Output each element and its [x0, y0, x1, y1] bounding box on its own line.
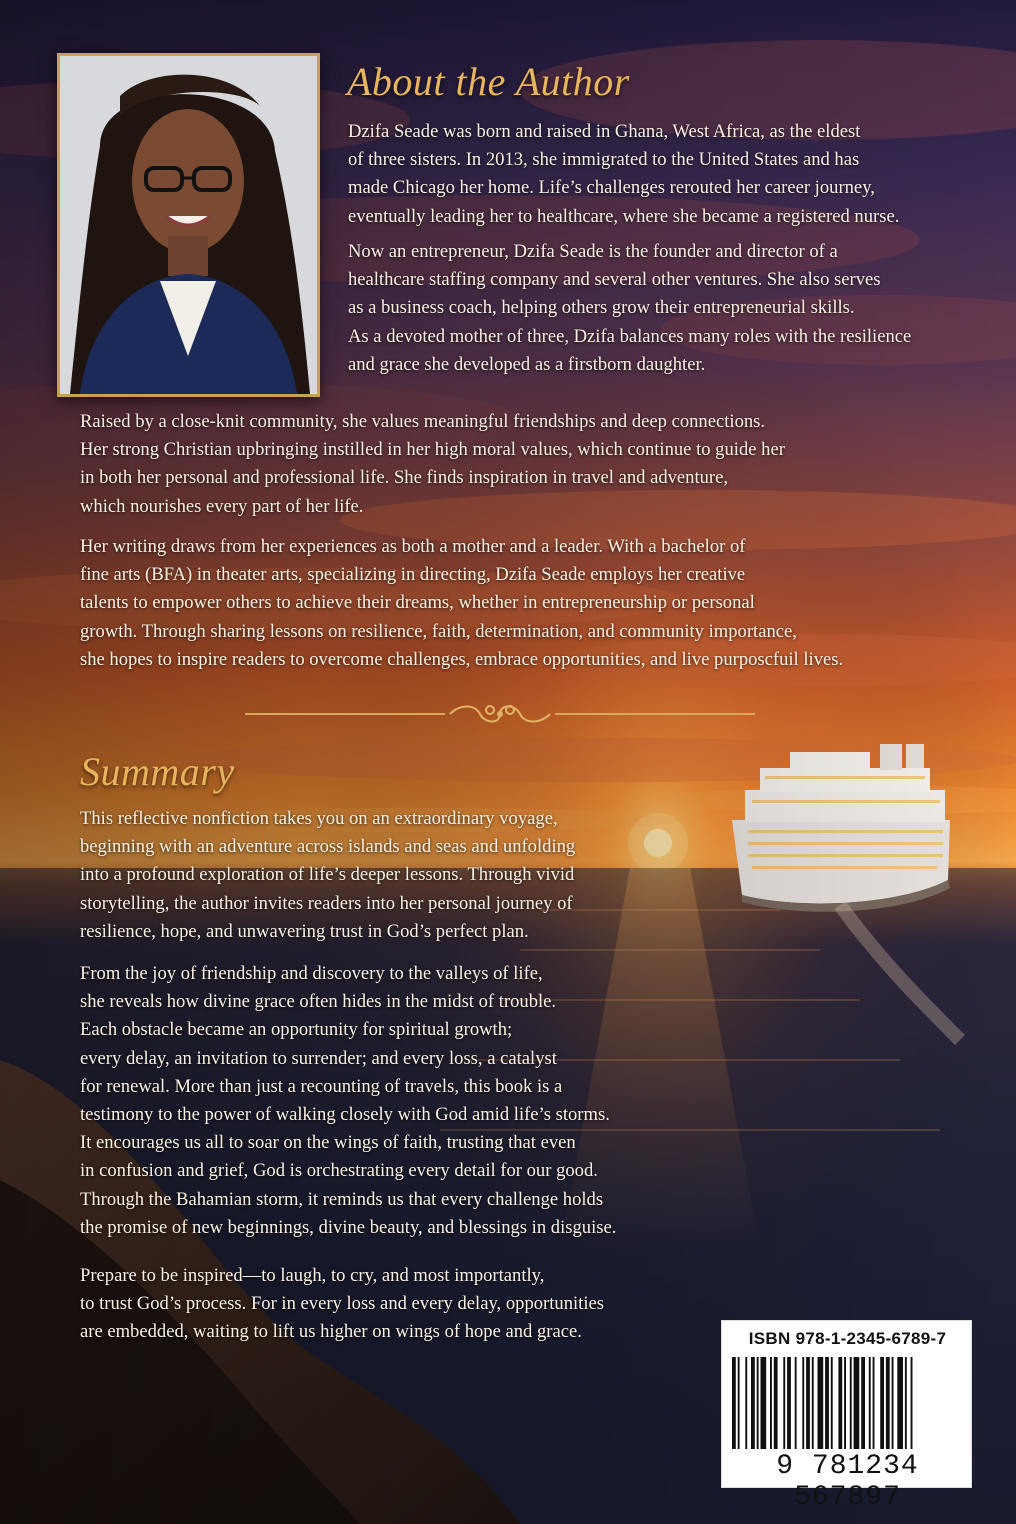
text-line: testimony to the power of walking closely with God amid life’s storms.	[80, 1104, 610, 1126]
barcode-bar	[818, 1357, 824, 1449]
text-line: It encourages us all to soar on the wings of faith, trusting that even	[80, 1132, 576, 1154]
barcode-bar	[761, 1357, 767, 1449]
text-line: beginning with an adventure across islands and seas and unfolding	[80, 836, 576, 858]
barcode-bar	[892, 1357, 894, 1449]
text-line: which nourishes every part of her life.	[80, 495, 364, 517]
barcode-bar	[783, 1357, 785, 1449]
barcode-bar	[880, 1357, 884, 1449]
barcode-bar	[732, 1357, 736, 1449]
barcode-bar	[770, 1357, 772, 1449]
barcode-bar	[745, 1357, 747, 1449]
text-line: in confusion and grief, God is orchestrating every detail for our good.	[80, 1160, 598, 1182]
text-line: Prepare to be inspired—to laugh, to cry, and most importantly,	[80, 1265, 545, 1286]
text-line: and grace she developed as a firstborn daughter.	[348, 353, 706, 375]
author-portrait	[57, 53, 320, 397]
text-line: into a profound exploration of life’s deeper lessons. Through vivid	[80, 864, 575, 886]
text-line: fine arts (BFA) in theater arts, specializing in directing, Dzifa Seade employs her creative	[80, 564, 746, 586]
text-line: she reveals how divine grace often hides in the midst of trouble.	[80, 991, 557, 1013]
text-line: she hopes to inspire readers to overcome challenges, embrace opportunities, and live purposcfuil lives.	[80, 648, 844, 670]
text-line: From the joy of friendship and discovery to the valleys of life,	[80, 963, 543, 984]
barcode-bar	[812, 1357, 814, 1449]
text-line: As a devoted mother of three, Dzifa balances many roles with the resilience	[348, 325, 912, 347]
barcode-bar	[787, 1357, 791, 1449]
text-line: made Chicago her home. Life’s challenges rerouted her career journey,	[348, 177, 875, 199]
about-paragraph-4	[80, 533, 843, 674]
text-line: the promise of new beginnings, divine beauty, and blessings in disguise.	[80, 1216, 617, 1238]
text-line: in both her personal and professional life. She finds inspiration in travel and adventure,	[80, 467, 729, 489]
text-line: storytelling, the author invites readers into her personal journey of	[80, 892, 573, 914]
text-line: healthcare staffing company and several other ventures. She also serves	[348, 269, 881, 291]
about-heading: About the Author	[347, 59, 630, 104]
text-line: for renewal. More than just a recounting of travels, this book is a	[80, 1075, 563, 1097]
barcode-bar	[844, 1357, 846, 1449]
summary-heading: Summary	[80, 749, 235, 794]
barcode-bar	[869, 1357, 871, 1449]
about-paragraph-3	[80, 408, 785, 521]
barcode-bar	[806, 1357, 810, 1449]
summary-paragraph-1	[80, 805, 575, 946]
text-line: of three sisters. In 2013, she immigrated to the United States and has	[348, 149, 860, 171]
barcode-bar	[838, 1357, 842, 1449]
text-line: Now an entrepreneur, Dzifa Seade is the founder and director of a	[348, 241, 838, 262]
text-line: This reflective nonfiction takes you on an extraordinary voyage,	[80, 808, 558, 829]
barcode-bar	[873, 1357, 875, 1449]
barcode-bar	[738, 1357, 740, 1449]
about-paragraph-2	[348, 238, 911, 379]
text-line: Raised by a close-knit community, she values meaningful friendships and deep connections.	[80, 411, 766, 432]
about-paragraph-1	[348, 118, 899, 231]
barcode-bar	[911, 1357, 913, 1449]
barcode-bar	[854, 1357, 860, 1449]
text-line: Her writing draws from her experiences as both a mother and a leader. With a bachelor of	[80, 536, 746, 557]
barcode-bar	[825, 1357, 829, 1449]
text-line: Through the Bahamian storm, it reminds us that every challenge holds	[80, 1188, 604, 1210]
text-line: Dzifa Seade was born and raised in Ghana, West Africa, as the eldest	[348, 121, 861, 142]
barcode-bar	[861, 1357, 865, 1449]
barcode-bar	[897, 1357, 903, 1449]
barcode-bar	[905, 1357, 907, 1449]
text-line: talents to empower others to achieve their dreams, whether in entrepreneurship or personal	[80, 592, 755, 614]
text-line: Her strong Christian upbringing instilled in her high moral values, which continue to guide her	[80, 439, 785, 461]
summary-paragraph-3	[80, 1262, 604, 1347]
text-line: are embedded, waiting to lift us higher on wings of hope and grace.	[80, 1321, 582, 1343]
barcode-bar	[751, 1357, 755, 1449]
text-line: resilience, hope, and unwavering trust in God’s perfect plan.	[80, 920, 529, 942]
text-line: eventually leading her to healthcare, where she became a registered nurse.	[348, 205, 900, 227]
text-line: growth. Through sharing lessons on resilience, faith, determination, and community importance,	[80, 620, 797, 642]
barcode-bar	[757, 1357, 759, 1449]
barcode-bar	[886, 1357, 890, 1449]
barcode-bar	[802, 1357, 804, 1449]
summary-paragraph-2	[80, 960, 616, 1242]
isbn-label: ISBN 978-1-2345-6789-7	[748, 1329, 947, 1348]
author-portrait-icon	[60, 56, 317, 394]
text-line: Each obstacle became an opportunity for spiritual growth;	[80, 1019, 513, 1041]
barcode-bar	[774, 1357, 778, 1449]
text-line: every delay, an invitation to surrender; and every loss, a catalyst	[80, 1047, 557, 1069]
isbn-barcode	[721, 1320, 972, 1513]
text-line: to trust God’s process. For in every loss and every delay, opportunities	[80, 1293, 604, 1315]
barcode-digits: 9 781234 567897	[776, 1451, 919, 1513]
barcode-icon	[726, 1357, 969, 1449]
barcode-bar	[795, 1357, 797, 1449]
barcode-bar	[831, 1357, 833, 1449]
ornamental-divider-icon	[245, 700, 755, 728]
barcode-bar	[850, 1357, 852, 1449]
text-line: as a business coach, helping others grow their entrepreneurial skills.	[348, 297, 855, 319]
